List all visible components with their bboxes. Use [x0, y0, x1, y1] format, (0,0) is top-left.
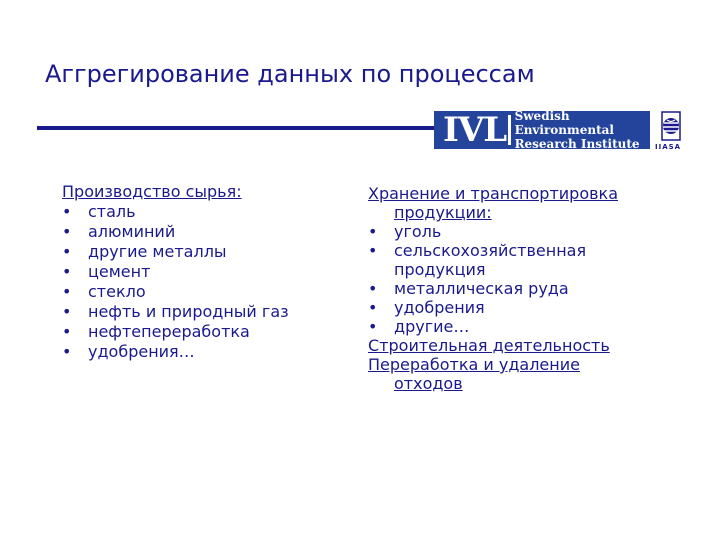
bullet-icon: •: [62, 222, 72, 241]
list-item-label: цемент: [88, 262, 151, 281]
list-item-label: удобрения: [394, 298, 485, 317]
list-item-label: металлическая руда: [394, 279, 569, 298]
ivl-logo-mark: IVL: [443, 110, 507, 150]
list-item-label: нефть и природный газ: [88, 302, 289, 321]
bullet-icon: •: [368, 241, 378, 260]
list-item-label: сталь: [88, 202, 136, 221]
list-item: [62, 202, 342, 222]
bullet-icon: •: [62, 342, 72, 361]
construction-heading: Строительная деятельность: [368, 336, 610, 355]
left-column: [62, 182, 342, 362]
list-item-label: сельскохозяйственная: [394, 241, 587, 260]
waste-heading-line-1: Переработка и удаление: [368, 355, 580, 374]
logo-line-1: Swedish Environmental: [514, 109, 614, 137]
bullet-icon: •: [62, 262, 72, 281]
right-heading-line-1: Хранение и транспортировка: [368, 184, 619, 203]
list-item: [62, 222, 342, 242]
bullet-icon: •: [368, 317, 378, 336]
list-item-label-continued: продукция: [394, 260, 486, 279]
list-item: [368, 298, 668, 317]
list-item: [62, 302, 342, 322]
list-item: [62, 342, 342, 362]
list-item: [62, 262, 342, 282]
list-item: [62, 282, 342, 302]
list-item: [62, 322, 342, 342]
bullet-icon: •: [62, 302, 72, 321]
bullet-icon: •: [62, 202, 72, 221]
list-item-label: другие металлы: [88, 242, 227, 261]
bullet-icon: •: [62, 322, 72, 341]
right-heading: [368, 184, 668, 222]
bullet-icon: •: [368, 279, 378, 298]
list-item-label: стекло: [88, 282, 146, 301]
left-list: [62, 202, 342, 362]
right-column: [368, 184, 668, 393]
list-item-label: другие…: [394, 317, 470, 336]
list-item-label: удобрения…: [88, 342, 195, 361]
title-underline-rule: [37, 126, 435, 130]
list-item: [368, 317, 668, 336]
list-item-label: алюминий: [88, 222, 176, 241]
bullet-icon: •: [62, 282, 72, 301]
left-heading: Производство сырья:: [62, 182, 242, 201]
right-list: [368, 222, 668, 336]
list-item: [368, 279, 668, 298]
waste-heading-line-2: отходов: [394, 374, 463, 393]
logo-divider: [508, 115, 511, 145]
bullet-icon: •: [368, 298, 378, 317]
ivl-logo-text: [515, 109, 650, 151]
ivl-logo: [434, 111, 650, 149]
bullet-icon: •: [368, 222, 378, 241]
list-item-label: нефтепереработка: [88, 322, 250, 341]
list-item-label: уголь: [394, 222, 442, 241]
list-item: [368, 241, 668, 279]
list-item: [62, 242, 342, 262]
page-title: Аггрегирование данных по процессам: [45, 60, 535, 88]
right-heading-line-2: продукции:: [394, 203, 492, 222]
logo-line-2: Research Institute: [514, 137, 640, 151]
iiasa-label: IIASA: [655, 143, 682, 151]
list-item: [368, 222, 668, 241]
waste-heading: [368, 355, 668, 393]
bullet-icon: •: [62, 242, 72, 261]
